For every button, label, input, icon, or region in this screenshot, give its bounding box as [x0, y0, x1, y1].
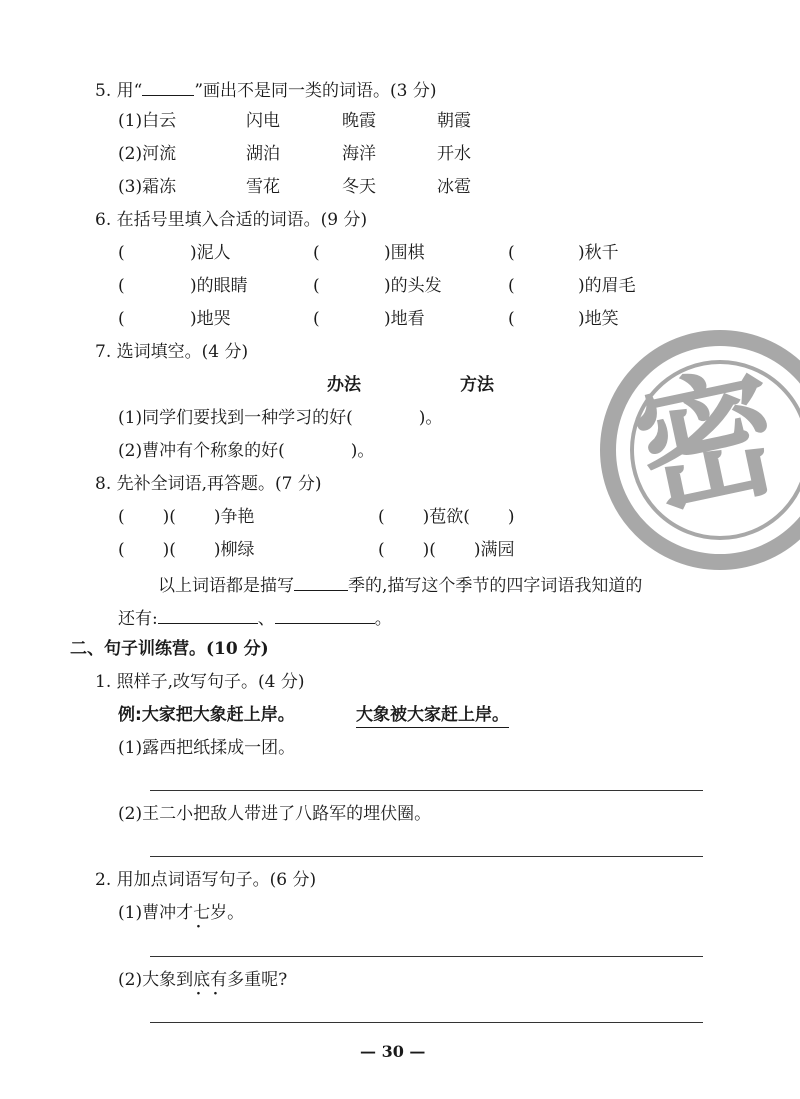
- q7-option-2: 方法: [460, 375, 494, 395]
- q7-item2-text: (2)曹冲有个称象的好(: [118, 441, 285, 461]
- q5-row3-c4: 冰雹: [437, 177, 471, 197]
- s2q2-item2-answer-line[interactable]: [150, 1022, 703, 1023]
- q8-text2-a: 还有:: [118, 609, 158, 629]
- q6-r1-open2: (: [313, 243, 320, 263]
- q5-row2-c2: 湖泊: [246, 144, 280, 164]
- q8-text1-b: 季的,描写这个季节的四字词语我知道的: [348, 576, 643, 596]
- s2q1-item1: (1)露西把纸揉成一团。: [118, 738, 296, 758]
- q6-r1-c3-text: 秋千: [584, 243, 619, 263]
- q5-row2-c1: (2)河流: [118, 144, 177, 164]
- s2q1-item1-answer-line[interactable]: [150, 790, 703, 791]
- section2-title: 二、句子训练营。(10 分): [70, 639, 269, 659]
- confidential-seal: [600, 330, 800, 570]
- q7-item1-close: )。: [418, 408, 443, 428]
- q5-row3-c3: 冬天: [342, 177, 376, 197]
- q7-item2: [118, 443, 374, 460]
- q6-r1-c1-text: 泥人: [196, 243, 231, 263]
- emphasis-dot: ·: [196, 919, 201, 935]
- q5-row3-c2: 雪花: [246, 177, 280, 197]
- q6-r3-c3: )地笑: [578, 309, 619, 329]
- q8-blank-1: [158, 608, 258, 624]
- q8-r1-left-word: 争艳: [220, 507, 255, 527]
- q5-title-suffix: ”画出不是同一类的词语。(3 分): [194, 81, 437, 101]
- q6-r1-c3: )秋千: [578, 243, 619, 263]
- q5-title-blank: [142, 80, 194, 96]
- s2q1-example: [118, 707, 295, 724]
- q8-r2-right: ( )( )满园: [378, 540, 515, 560]
- q8-r1-right-word: 苞欲(: [429, 507, 470, 527]
- q6-r3-c1-text: 地哭: [196, 309, 231, 329]
- q5-row2-c3: 海洋: [342, 144, 376, 164]
- q8-blank-2: [275, 608, 375, 624]
- q5-row1-c3: 晚霞: [342, 111, 376, 131]
- q8-season-blank: [294, 575, 348, 591]
- q7-item1: [118, 410, 442, 427]
- q8-text2: 还有: 、 。: [118, 609, 392, 629]
- q6-r2-c2-text: 的头发: [390, 276, 442, 296]
- s2q2-item1: (1)曹冲才七岁。: [118, 903, 245, 923]
- s2q1-example-label: 例:: [118, 705, 142, 725]
- q5-row1-c1: (1)白云: [118, 111, 177, 131]
- s2q2-item1-answer-line[interactable]: [150, 956, 703, 957]
- q6-title: 6. 在括号里填入合适的词语。(9 分): [95, 210, 368, 230]
- q6-r3-open2: (: [313, 309, 320, 329]
- q7-option-1: 办法: [327, 375, 361, 395]
- q7-item1-text: (1)同学们要找到一种学习的好(: [118, 408, 353, 428]
- q5-title: [95, 80, 437, 100]
- q8-r2-right-word: 满园: [480, 540, 515, 560]
- q6-r2-c1: )的眼睛: [190, 276, 248, 296]
- q8-r1-right: ( )苞欲( ): [378, 507, 515, 527]
- q5-title-prefix: 5. 用“: [95, 81, 143, 101]
- q5-row1-c2: 闪电: [246, 111, 280, 131]
- q5-row1-c4: 朝霞: [437, 111, 471, 131]
- q5-row2-c4: 开水: [437, 144, 471, 164]
- s2q1-example-text: 大家把大象赶上岸。: [141, 705, 295, 725]
- s2q1-title: 1. 照样子,改写句子。(4 分): [95, 672, 305, 692]
- emphasis-dot: ·: [196, 986, 201, 1002]
- seal-character: 密: [622, 349, 794, 538]
- q6-r2-c3-text: 的眉毛: [584, 276, 636, 296]
- s2q2-title: 2. 用加点词语写句子。(6 分): [95, 870, 317, 890]
- q6-r1-open: (: [118, 243, 125, 263]
- q6-r3-c2: )地看: [384, 309, 425, 329]
- q6-r1-c2-text: 围棋: [390, 243, 425, 263]
- q6-r3-c2-text: 地看: [390, 309, 425, 329]
- q6-r1-c1: )泥人: [190, 243, 231, 263]
- q6-r2-open3: (: [508, 276, 515, 296]
- s2q1-item2-answer-line[interactable]: [150, 856, 703, 857]
- s2q1-example-answer: 大象被大家赶上岸。: [356, 707, 509, 728]
- emphasis-dot: ·: [213, 986, 218, 1002]
- q7-title: 7. 选词填空。(4 分): [95, 342, 249, 362]
- q6-r3-open3: (: [508, 309, 515, 329]
- q7-item2-close: )。: [350, 441, 375, 461]
- q6-r3-c3-text: 地笑: [584, 309, 619, 329]
- s2q2-item2: (2)大象到底有多重呢?: [118, 970, 288, 990]
- q6-r3-c1: )地哭: [190, 309, 231, 329]
- q6-r1-open3: (: [508, 243, 515, 263]
- q6-r2-c2: )的头发: [384, 276, 442, 296]
- q8-r2-left-word: 柳绿: [220, 540, 255, 560]
- q6-r2-c3: )的眉毛: [578, 276, 636, 296]
- q8-text2-b: 。: [374, 609, 392, 629]
- s2q1-item2: (2)王二小把敌人带进了八路军的埋伏圈。: [118, 804, 432, 824]
- q8-text1-a: 以上词语都是描写: [158, 576, 294, 596]
- q8-title: 8. 先补全词语,再答题。(7 分): [95, 474, 322, 494]
- q6-r2-open: (: [118, 276, 125, 296]
- q5-row3-c1: (3)霜冻: [118, 177, 177, 197]
- q6-r1-c2: )围棋: [384, 243, 425, 263]
- q6-r3-open: (: [118, 309, 125, 329]
- q8-text1: [158, 575, 642, 595]
- q8-r2-left: ( )( )柳绿: [118, 540, 255, 560]
- page-number: — 30 —: [360, 1042, 426, 1061]
- q8-r1-left: ( )( )争艳: [118, 507, 255, 527]
- q6-r2-open2: (: [313, 276, 320, 296]
- q6-r2-c1-text: 的眼睛: [196, 276, 248, 296]
